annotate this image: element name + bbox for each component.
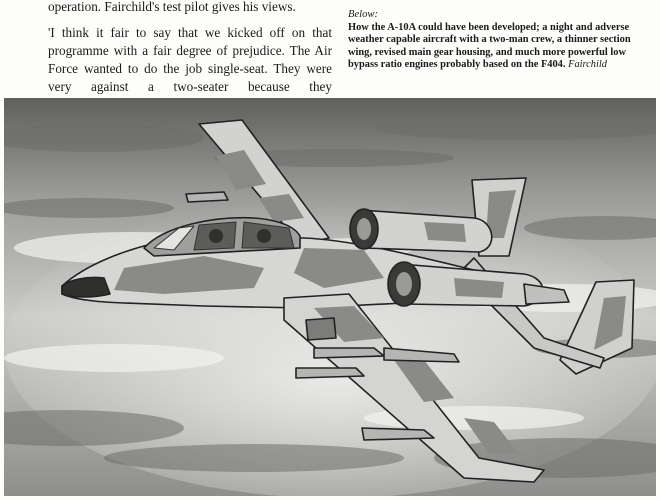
pilot-helmet-rear bbox=[257, 229, 271, 243]
aircraft-artwork bbox=[4, 98, 656, 496]
caption-label: Below: bbox=[348, 9, 379, 20]
body-text-line-top: operation. Fairchild's test pilot gives his views. bbox=[48, 0, 296, 14]
caption-credit: Fairchild bbox=[568, 59, 607, 71]
pilot-helmet-front bbox=[209, 229, 223, 243]
body-text-column bbox=[48, 0, 332, 96]
main-gear-housing bbox=[306, 318, 336, 340]
aircraft-illustration bbox=[4, 98, 656, 496]
caption-body: How the A-10A could have been developed; a night and adverse weather capable aircraft with a two-man crew, a thinner section wing, revised main gear housing, and much more powerful low bypass ratio engines probably based on the F404. bbox=[348, 21, 631, 71]
body-text-paragraph: 'I think it fair to say that we kicked off on that programme with a fair degree of prejudice. The Air Force wanted to do the job single-seat. They were very against a two-seater because they bbox=[48, 25, 332, 94]
figure-caption bbox=[348, 9, 648, 72]
